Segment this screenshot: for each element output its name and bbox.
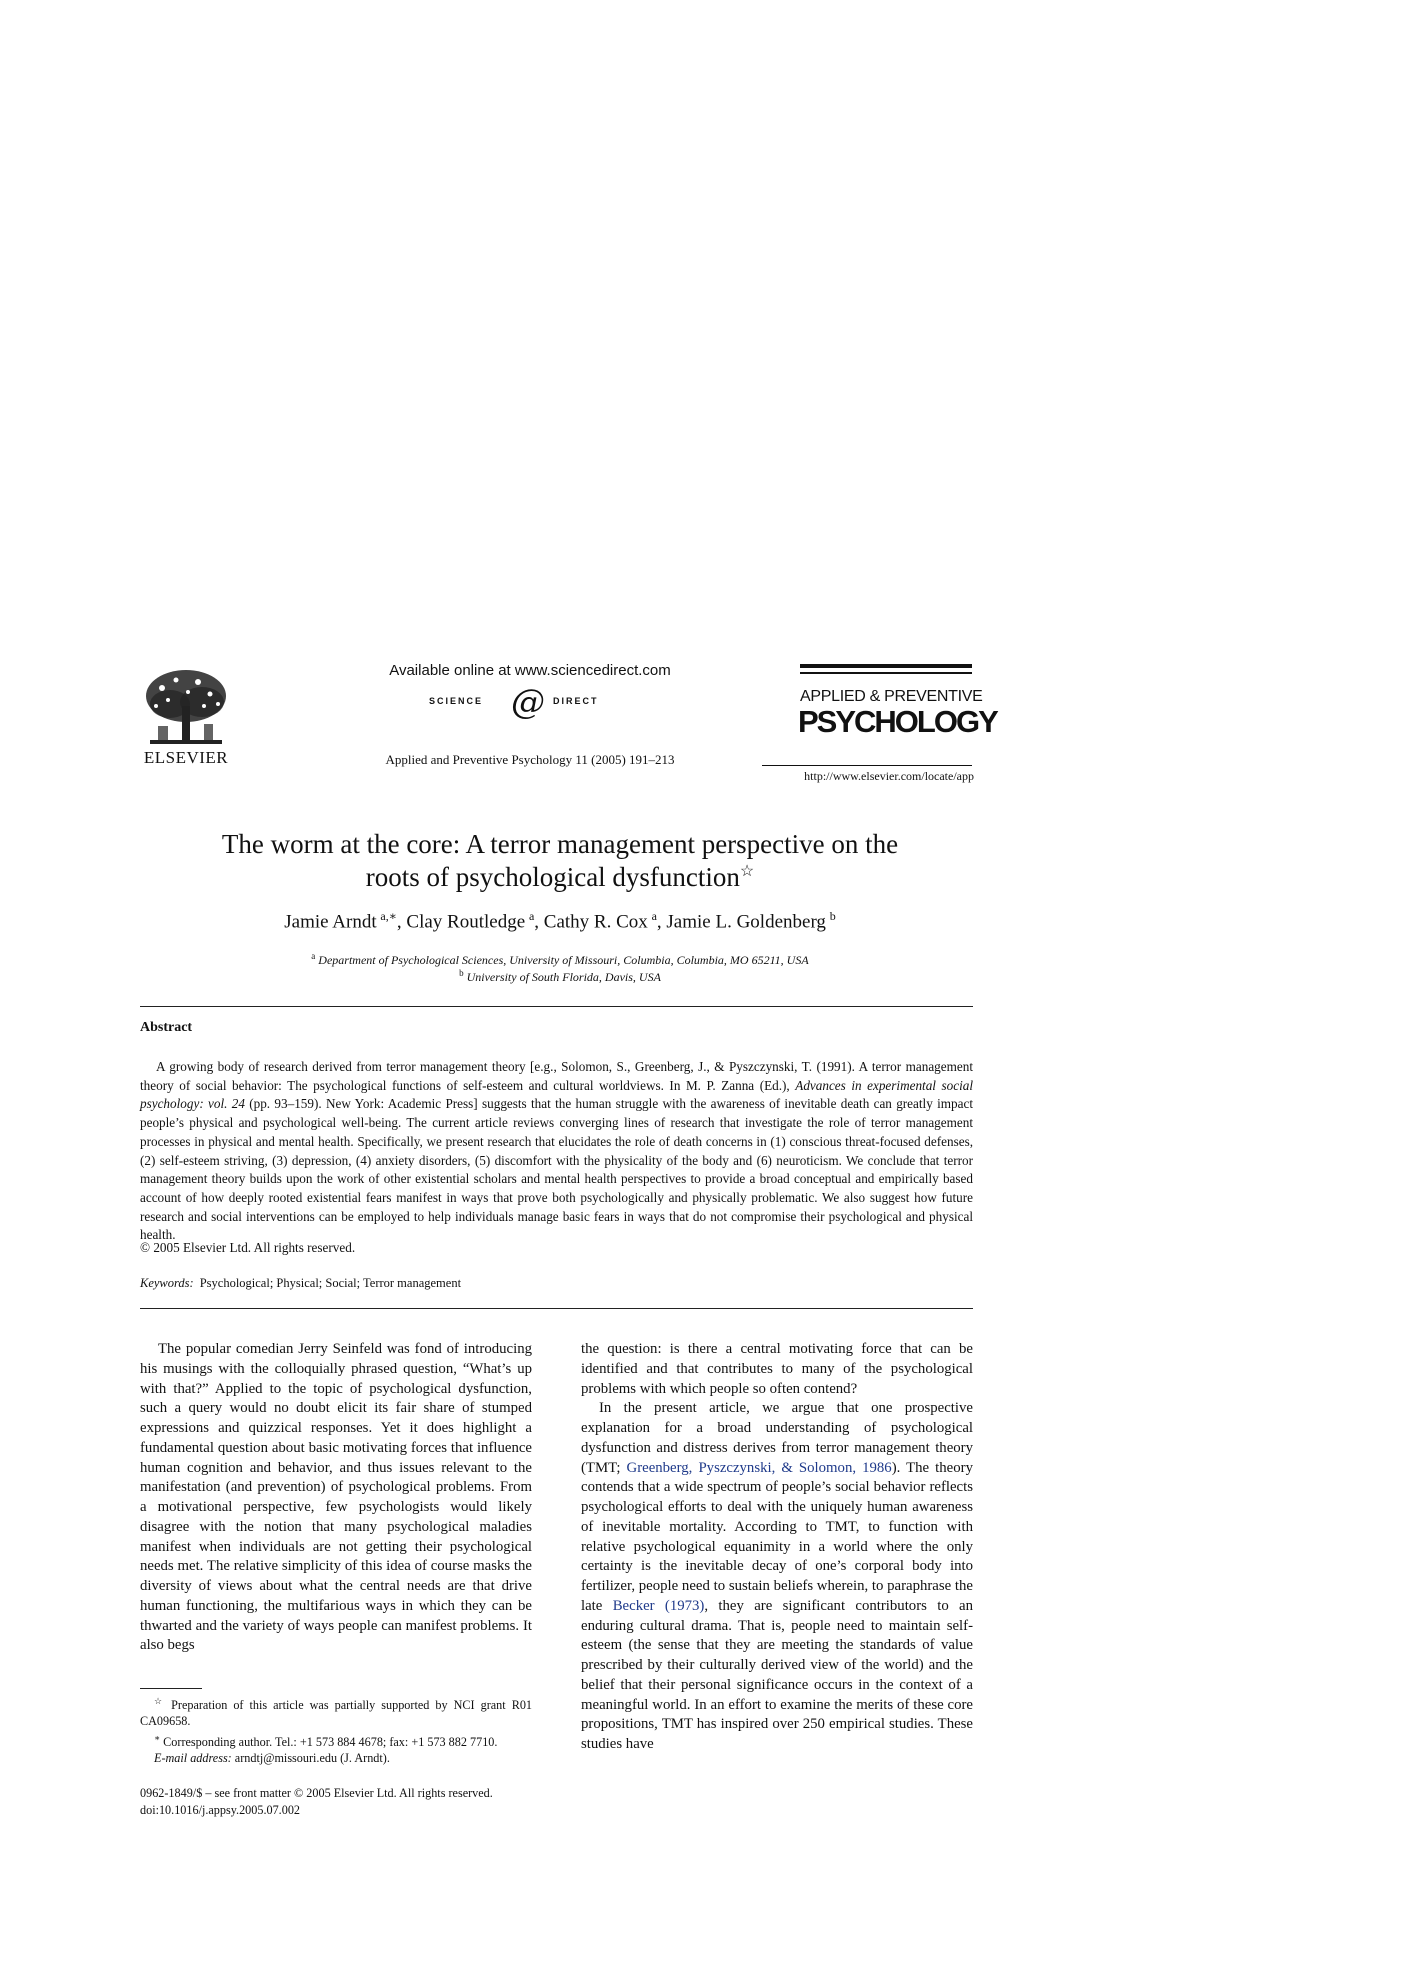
abstract-copyright: © 2005 Elsevier Ltd. All rights reserved. xyxy=(140,1240,356,1255)
abstract-heading: Abstract xyxy=(140,1020,193,1035)
keywords-label: Keywords: xyxy=(140,1276,194,1290)
affiliation-mark: a xyxy=(311,951,316,961)
keywords xyxy=(140,1276,461,1291)
author-name: Jamie Arndt xyxy=(284,911,377,933)
doi-link[interactable]: doi:10.1016/j.appsy.2005.07.002 xyxy=(140,1802,301,1817)
email-address-link[interactable]: arndtj@missouri.edu (J. Arndt). xyxy=(234,1751,390,1766)
keywords-text: Psychological; Physical; Social; Terror management xyxy=(199,1276,462,1290)
author-list: Jamie Arndt $^{a,∗}$, Clay Routledge $^a$, Cathy R. Cox $^a$, Jamie L. Goldenberg $^b$ xyxy=(284,909,836,933)
available-online-text[interactable]: Available online at www.sciencedirect.com xyxy=(389,662,671,679)
citation-link[interactable]: Greenberg, Pyszczynski, & Solomon, 1986 xyxy=(626,1459,892,1476)
affiliation xyxy=(180,951,940,968)
body-text: ). The theory contends that a wide spectrum of people’s social behavior reflects psychological efforts to deal with the uniquely human awareness of inevitable mortality. According to TMT, to function with relative psychological equanimity in a world where the only certainty is the inevitable decay of one’s corporal body into fertilizer, people need to sustain beliefs wherein, to paraphrase the late xyxy=(581,1459,973,1614)
affiliation-mark: b xyxy=(459,968,464,978)
author-name: Cathy R. Cox xyxy=(543,911,648,933)
journal-logo-rule xyxy=(800,664,972,668)
footnotes xyxy=(140,1693,532,1767)
sciencedirect-at-icon: @ xyxy=(511,682,545,722)
affiliation-text: University of South Florida, Davis, USA xyxy=(466,970,661,984)
body-paragraph: the question: is there a central motivating force that can be identified and that contributes to many of the psychological problems with which people so often contend? xyxy=(581,1341,973,1397)
abstract-part-1: A growing body of research derived from terror management theory [e.g., Solomon, S., Greenberg, J., & Pyszczynski, T. (1991). A terror management theory of social behavior: The psychological functions of self-esteem and cultural worldviews. In M. P. Zanna (Ed.), xyxy=(140,1059,973,1093)
article-title xyxy=(180,828,940,894)
journal-logo-line2: PSYCHOLOGY xyxy=(798,704,997,739)
journal-reference: Applied and Preventive Psychology 11 (2005) 191–213 xyxy=(385,752,675,767)
body-column-right xyxy=(581,1340,973,1755)
email-label: E-mail address: xyxy=(154,1751,232,1766)
footnote xyxy=(140,1730,532,1750)
footnote xyxy=(140,1693,532,1730)
sciencedirect-logo[interactable] xyxy=(425,684,635,720)
title-line-2-text: roots of psychological dysfunction xyxy=(365,862,740,892)
affiliation xyxy=(180,968,940,985)
sciencedirect-logo-right: DIRECT xyxy=(553,696,599,706)
author-affil-mark[interactable]: b xyxy=(829,909,836,923)
citation-link[interactable]: Becker (1973) xyxy=(612,1597,705,1614)
body-paragraph: The popular comedian Jerry Seinfeld was fond of introducing his musings with the colloquially phrased question, “What’s up with that?” Applied to the topic of psychological dysfunction, such a query would no doubt elicit its fair share of stumped expressions and quizzical responses. Yet it does highlight a fundamental question about basic motivating forces that influence human cognition and behavior, and thus issues relevant to the manifestation (and prevention) of psychological problems. From a motivational perspective, few psychologists would likely disagree with the notion that many psychological maladies manifest when individuals are not getting their psychological needs met. The relative simplicity of this idea of course masks the diversity of views about what the central needs are that drive human functioning, the multifarious ways in which they can be thwarted and the variety of ways people can manifest problems. It also begs xyxy=(140,1341,532,1654)
body-text: , they are significant contributors to an enduring cultural drama. That is, people need to maintain self-esteem (the sense that they are meeting the standards of value prescribed by their culturally derived view of the world) and the belief that their personal significance occurs in the context of a meaningful world. In an effort to examine the merits of these core propositions, TMT has inspired over 250 empirical studies. These studies have xyxy=(581,1597,974,1752)
abstract-top-rule xyxy=(140,1006,973,1007)
footnote-text: Preparation of this article was partially supported by NCI grant R01 CA09658. xyxy=(140,1698,533,1729)
abstract-part-2: (pp. 93–159). New York: Academic Press] suggests that the human struggle with the awareness of inevitable death can greatly impact people’s physical and psychological well-being. The current article reviews converging lines of research that investigate the role of terror management processes in physical and mental health. Specifically, we present research that elucidates the role of death concerns in (1) conscious threat-focused defenses, (2) self-esteem striving, (3) depression, (4) anxiety disorders, (5) discomfort with the physicality of the body and (6) neuroticism. We conclude that terror management theory builds upon the work of other existential scholars and mental health perspectives to provide a broad conceptual and empirically based account of how deeply rooted existential fears manifest in ways that prove both psychologically and physically problematic. We also suggest how future research and social interventions can be employed to help individuals manage basic fears in ways that do not compromise their psychological and physical health. xyxy=(140,1096,973,1243)
journal-url-link[interactable]: http://www.elsevier.com/locate/app xyxy=(804,769,974,783)
author-affil-mark[interactable]: a,∗ xyxy=(380,909,397,923)
footnote-text: Corresponding author. Tel.: +1 573 884 4678; fax: +1 573 882 7710. xyxy=(163,1734,498,1749)
title-footnote-star-icon[interactable]: ☆ xyxy=(739,863,755,880)
author-name: Jamie L. Goldenberg xyxy=(666,911,826,933)
body-paragraph xyxy=(581,1399,973,1755)
front-matter xyxy=(140,1785,493,1818)
author-affil-mark[interactable]: a xyxy=(528,909,535,923)
abstract-italic-source: Advances in experimental social psychology: vol. 24 xyxy=(140,1077,973,1112)
title-line-2 xyxy=(180,861,940,894)
affiliation-text: Department of Psychological Sciences, University of Missouri, Columbia, Columbia, MO 65211, USA xyxy=(318,953,809,967)
footnote-asterisk-icon: ∗ xyxy=(154,1732,161,1743)
footnote-star-icon: ☆ xyxy=(154,1696,166,1706)
journal-logo-rule xyxy=(800,672,972,674)
issn-line: 0962-1849/$ – see front matter © 2005 Elsevier Ltd. All rights reserved. xyxy=(140,1786,493,1800)
author-affil-mark[interactable]: a xyxy=(651,909,657,923)
author-name: Clay Routledge xyxy=(406,911,526,933)
publisher-name: ELSEVIER xyxy=(143,748,229,767)
abstract-bottom-rule xyxy=(140,1308,973,1309)
journal-logo-line1: APPLIED & PREVENTIVE xyxy=(800,688,983,705)
title-line-1: The worm at the core: A terror management perspective on the xyxy=(221,829,899,859)
body-column-left xyxy=(140,1340,532,1656)
sciencedirect-logo-left: SCIENCE xyxy=(429,696,484,706)
journal-url-rule xyxy=(762,765,972,766)
footnote xyxy=(140,1750,532,1766)
footnote-rule xyxy=(140,1688,202,1689)
abstract-text xyxy=(140,1058,973,1245)
body-text: In the present article, we argue that one prospective explanation for a broad understanding of psychological dysfunction and distress derives from terror management theory (TMT; xyxy=(581,1400,973,1476)
